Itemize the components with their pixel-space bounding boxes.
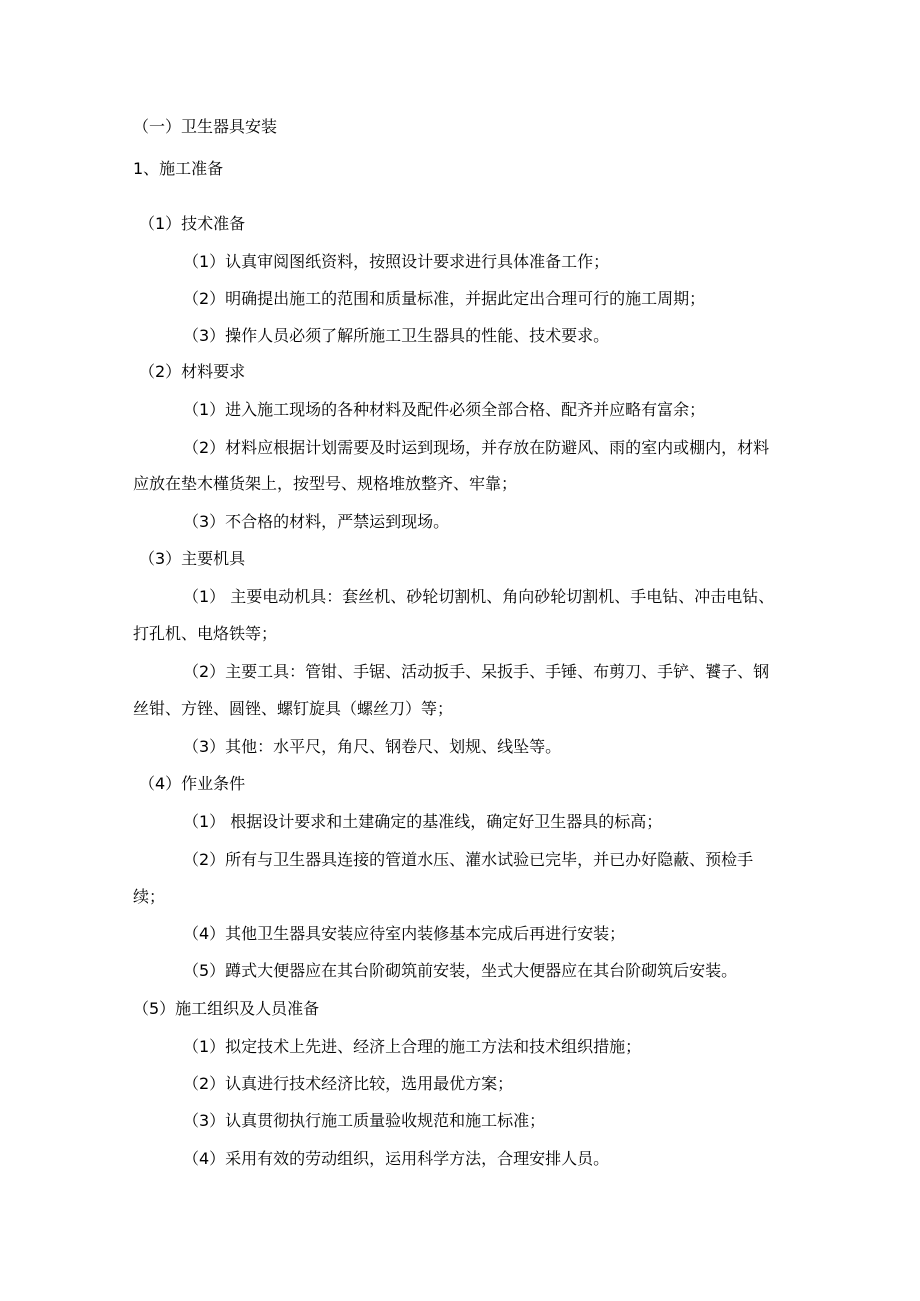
section-title: （一）卫生器具安装 xyxy=(133,117,278,136)
list-item: （3）其他：水平尺，角尺、钢卷尺、划规、线坠等。 xyxy=(183,737,562,756)
list-item: （1） 根据设计要求和土建确定的基准线，确定好卫生器具的标高； xyxy=(183,812,663,831)
list-item: （1）认真审阅图纸资料，按照设计要求进行具体准备工作； xyxy=(183,252,610,271)
list-item-continuation: 丝钳、方锉、圆锉、螺钉旋具（螺丝刀）等； xyxy=(133,699,454,718)
subsection-title-materials: （2）材料要求 xyxy=(139,362,246,381)
list-item: （3）操作人员必须了解所施工卫生器具的性能、技术要求。 xyxy=(183,326,610,345)
subsection-title-technical: （1）技术准备 xyxy=(139,214,246,233)
list-item: （1） 主要电动机具：套丝机、砂轮切割机、角向砂轮切割机、手电钻、冲击电钻、 xyxy=(183,587,775,606)
subsection-title-tools: （3）主要机具 xyxy=(139,549,246,568)
list-item-continuation: 应放在垫木槿货架上，按型号、规格堆放整齐、牢靠； xyxy=(133,474,518,493)
list-item: （5）蹲式大便器应在其台阶砌筑前安装，坐式大便器应在其台阶砌筑后安装。 xyxy=(183,961,738,980)
list-item: （4）采用有效的劳动组织，运用科学方法，合理安排人员。 xyxy=(183,1149,610,1168)
list-item-continuation: 打孔机、电烙铁等； xyxy=(133,624,278,643)
list-item: （1）拟定技术上先进、经济上合理的施工方法和技术组织措施； xyxy=(183,1037,642,1056)
list-item: （3）不合格的材料，严禁运到现场。 xyxy=(183,512,450,531)
list-item: （2）材料应根据计划需要及时运到现场，并存放在防避风、雨的室内或棚内，材料 xyxy=(183,438,770,457)
list-item-continuation: 续； xyxy=(133,887,166,906)
subsection-title-conditions: （4）作业条件 xyxy=(139,774,246,793)
subsection-title-organization: （5）施工组织及人员准备 xyxy=(133,999,320,1018)
list-item: （2）明确提出施工的范围和质量标准，并据此定出合理可行的施工周期； xyxy=(183,289,706,308)
list-item: （1）进入施工现场的各种材料及配件必须全部合格、配齐并应略有富余； xyxy=(183,400,706,419)
list-item: （2）主要工具：管钳、手锯、活动扳手、呆扳手、手锤、布剪刀、手铲、饕子、钢 xyxy=(183,662,770,681)
list-item: （2）所有与卫生器具连接的管道水压、灌水试验已完毕，并已办好隐蔽、预检手 xyxy=(183,850,754,869)
list-item: （4）其他卫生器具安装应待室内装修基本完成后再进行安装； xyxy=(183,924,626,943)
list-item: （3）认真贯彻执行施工质量验收规范和施工标准； xyxy=(183,1111,546,1130)
list-item: （2）认真进行技术经济比较，选用最优方案； xyxy=(183,1074,514,1093)
heading-construction-preparation: 1、施工准备 xyxy=(133,159,224,178)
